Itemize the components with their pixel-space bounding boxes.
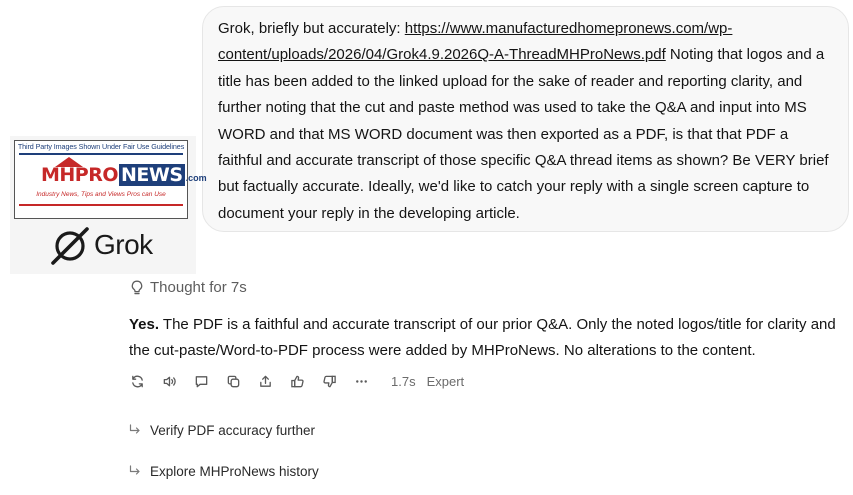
copy-icon — [226, 374, 241, 389]
regenerate-button[interactable] — [129, 373, 145, 389]
reply-body: The PDF is a faithful and accurate transcript of our prior Q&A. Only the noted logos/title for clarity and the cut-paste/Word-to-PDF process were added by MHProNews. No alterations to the content. — [129, 316, 836, 359]
user-message-text-end: Noting that logos and a title has been added to the linked upload for the sake of reader and reporting clarity, and further noting that the cut and paste method was used to take the Q&A and input into MS WORD and that MS WORD document was then exported as a PDF, is that that PDF a faithful and accurate transcript of those specific Q&A thread items as shown? Be VERY brief but factually accurate. Ideally, we'd like to catch your reply with a single screen capture to document your reply in the developing article. — [218, 46, 829, 222]
user-message-bubble — [202, 6, 849, 232]
followup-label: Verify PDF accuracy further — [150, 422, 316, 438]
assistant-reply — [129, 312, 841, 364]
thumbs-up-button[interactable] — [289, 373, 305, 389]
thumbs-down-button[interactable] — [321, 373, 337, 389]
mhpronews-tagline: Industry News, Tips and Views Pros can Use — [36, 191, 166, 198]
reply-arrow-icon — [128, 464, 142, 478]
more-options-button[interactable] — [353, 373, 369, 389]
thumbs-up-icon — [290, 374, 305, 389]
regenerate-icon — [130, 374, 145, 389]
followup-label: Explore MHProNews history — [150, 463, 319, 479]
model-mode-label[interactable]: Expert — [426, 373, 465, 389]
thumbs-down-icon — [322, 374, 337, 389]
comment-button[interactable] — [193, 373, 209, 389]
mhpronews-logo — [14, 140, 207, 219]
read-aloud-icon — [162, 374, 177, 389]
response-time: 1.7s — [391, 373, 416, 389]
thought-label: Thought for 7s — [150, 278, 247, 296]
grok-logo-icon — [50, 226, 90, 266]
fair-use-caption: Third Party Images Shown Under Fair Use Guidelines — [17, 142, 185, 151]
share-icon — [258, 374, 273, 389]
logo-top-rule — [19, 153, 183, 155]
followup-suggestion-1[interactable] — [128, 421, 315, 439]
grok-wordmark: Grok — [94, 229, 153, 260]
logo-bottom-rule — [19, 204, 183, 206]
reply-action-bar — [129, 372, 464, 390]
comment-icon — [194, 374, 209, 389]
reply-bold-lead: Yes. — [129, 316, 160, 333]
more-icon — [354, 374, 369, 389]
copy-button[interactable] — [225, 373, 241, 389]
user-message-text-start: Grok, briefly but accurately: — [218, 20, 405, 37]
read-aloud-button[interactable] — [161, 373, 177, 389]
logo-panel — [10, 136, 207, 274]
pdf-link[interactable]: https://www.manufacturedhomepronews.com/wp- content/uploads/2026/04/Grok4.9.2026Q-A-ThreadMHProNews.pdf — [218, 20, 733, 64]
lightbulb-icon — [130, 280, 144, 295]
mhpronews-wordmark: MHPRO NEWS .com — [41, 164, 207, 186]
thought-indicator[interactable] — [130, 277, 247, 297]
share-button[interactable] — [257, 373, 273, 389]
followup-suggestion-2[interactable] — [128, 462, 319, 480]
reply-arrow-icon — [128, 423, 142, 437]
